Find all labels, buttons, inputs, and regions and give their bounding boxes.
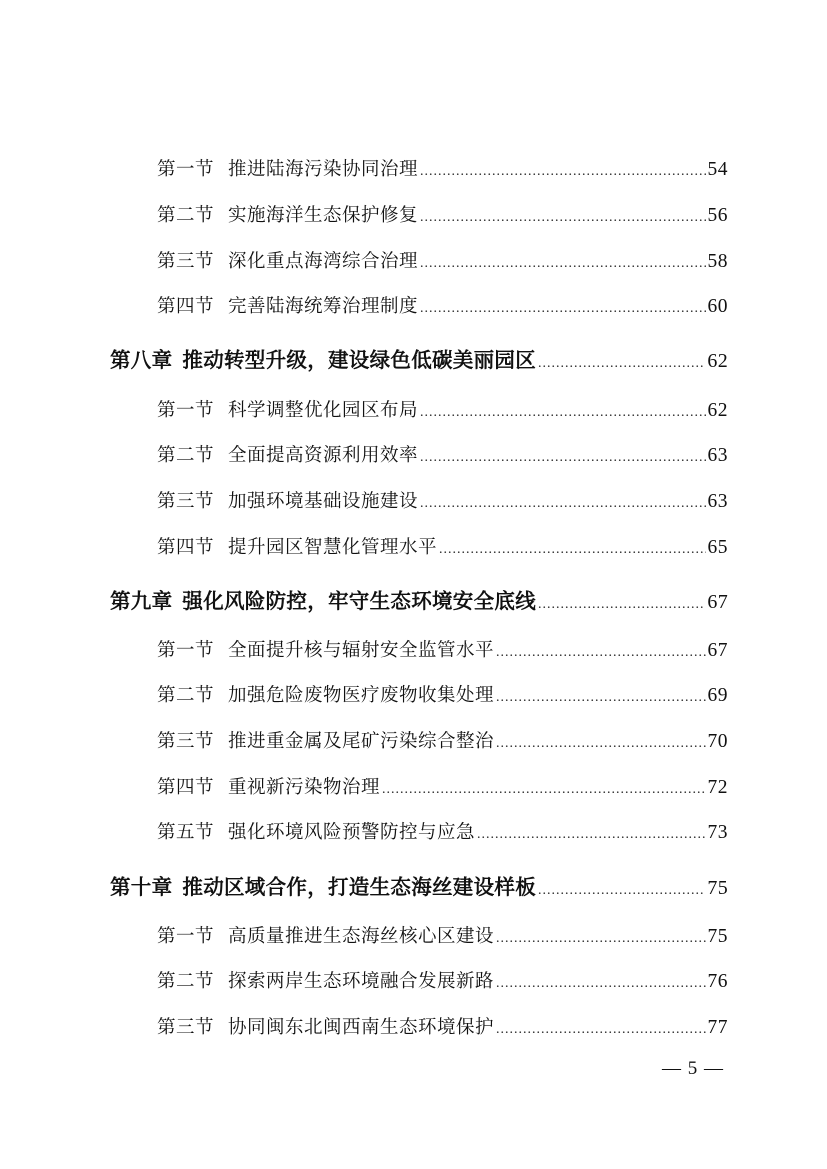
toc-entry-section[interactable] (157, 292, 728, 318)
toc-number: 第四节 (157, 537, 215, 558)
dot-leader (420, 210, 705, 226)
toc-entry-section[interactable] (157, 201, 728, 227)
dot-leader (420, 450, 705, 466)
toc-title: 深化重点海湾综合治理 (228, 251, 419, 272)
toc-title: 全面提高资源利用效率 (228, 445, 419, 466)
toc-title: 科学调整优化园区布局 (228, 400, 419, 421)
toc-number: 第一节 (157, 400, 215, 421)
toc-number: 第四节 (157, 296, 215, 317)
dot-leader (496, 736, 705, 752)
toc-entry-section[interactable] (157, 441, 728, 467)
toc-page-number: 70 (707, 731, 728, 752)
toc-entry-section[interactable] (157, 818, 728, 844)
toc-page-number: 62 (707, 400, 728, 421)
dot-leader (496, 1022, 705, 1038)
toc-entry-section[interactable] (157, 681, 728, 707)
toc-entry-section[interactable] (157, 396, 728, 422)
toc-number: 第九章 (110, 589, 173, 613)
page-footer-number: — 5 — (662, 1058, 724, 1079)
toc-entry-chapter[interactable] (110, 870, 728, 900)
toc-page-number: 75 (707, 926, 728, 947)
toc-entry-section[interactable] (157, 247, 728, 273)
toc-entry-section[interactable] (157, 727, 728, 753)
toc-page-number: 62 (707, 350, 728, 372)
toc-page-number: 77 (707, 1017, 728, 1038)
toc-title: 协同闽东北闽西南生态环境保护 (228, 1017, 495, 1038)
dot-leader (420, 496, 705, 512)
dot-leader (496, 931, 705, 947)
toc-title: 强化环境风险预警防控与应急 (228, 822, 476, 843)
toc-number: 第四节 (157, 777, 215, 798)
toc-entry-section[interactable] (157, 967, 728, 993)
dot-leader (420, 405, 705, 421)
toc-page-number: 56 (707, 205, 728, 226)
toc-entry-section[interactable] (157, 1013, 728, 1039)
toc-page-number: 67 (707, 640, 728, 661)
toc-number: 第二节 (157, 445, 215, 466)
dot-leader (420, 301, 705, 317)
toc-title: 实施海洋生态保护修复 (228, 205, 419, 226)
toc-title: 提升园区智慧化管理水平 (228, 537, 438, 558)
dot-leader (538, 883, 705, 899)
toc-page-number: 76 (707, 971, 728, 992)
toc-number: 第三节 (157, 251, 215, 272)
dot-leader (439, 542, 705, 558)
toc-page-number: 58 (707, 251, 728, 272)
toc-number: 第五节 (157, 822, 215, 843)
dot-leader (538, 597, 705, 613)
toc-page-number: 65 (707, 537, 728, 558)
dot-leader (538, 356, 705, 372)
toc-number: 第三节 (157, 731, 215, 752)
toc-number: 第一节 (157, 159, 215, 180)
toc-page-number: 75 (707, 877, 728, 899)
toc-number: 第十章 (110, 875, 173, 899)
dot-leader (382, 782, 705, 798)
toc-number: 第二节 (157, 685, 215, 706)
toc-page-number: 60 (707, 296, 728, 317)
toc-entry-section[interactable] (157, 773, 728, 799)
toc-entry-section[interactable] (157, 487, 728, 513)
dot-leader (496, 690, 705, 706)
toc-page-number: 63 (707, 491, 728, 512)
toc-page-number: 73 (707, 822, 728, 843)
toc-title: 推动区域合作，打造生态海丝建设样板 (182, 875, 537, 899)
toc-entry-section[interactable] (157, 155, 728, 181)
toc-page-number: 67 (707, 591, 728, 613)
toc-entry-chapter[interactable] (110, 343, 728, 373)
toc-entry-section[interactable] (157, 636, 728, 662)
toc-entry-section[interactable] (157, 922, 728, 948)
toc-number: 第二节 (157, 971, 215, 992)
dot-leader (420, 164, 705, 180)
dot-leader (496, 976, 705, 992)
toc-number: 第三节 (157, 491, 215, 512)
dot-leader (420, 256, 705, 272)
toc-title: 推动转型升级，建设绿色低碳美丽园区 (182, 348, 537, 372)
toc-title: 重视新污染物治理 (228, 777, 381, 798)
toc-number: 第一节 (157, 926, 215, 947)
toc-page-number: 69 (707, 685, 728, 706)
toc-title: 推进重金属及尾矿污染综合整治 (228, 731, 495, 752)
toc-title: 加强环境基础设施建设 (228, 491, 419, 512)
toc-entry-chapter[interactable] (110, 584, 728, 614)
toc-page-number: 54 (707, 159, 728, 180)
toc-title: 加强危险废物医疗废物收集处理 (228, 685, 495, 706)
dot-leader (477, 827, 705, 843)
toc-title: 全面提升核与辐射安全监管水平 (228, 640, 495, 661)
toc-number: 第二节 (157, 205, 215, 226)
toc-entry-section[interactable] (157, 533, 728, 559)
toc-number: 第一节 (157, 640, 215, 661)
dot-leader (496, 645, 705, 661)
toc-title: 高质量推进生态海丝核心区建设 (228, 926, 495, 947)
toc-title: 推进陆海污染协同治理 (228, 159, 419, 180)
toc-number: 第三节 (157, 1017, 215, 1038)
toc-page-number: 72 (707, 777, 728, 798)
toc-page-number: 63 (707, 445, 728, 466)
toc-title: 完善陆海统筹治理制度 (228, 296, 419, 317)
toc-title: 强化风险防控，牢守生态环境安全底线 (182, 589, 537, 613)
toc-title: 探索两岸生态环境融合发展新路 (228, 971, 495, 992)
toc-number: 第八章 (110, 348, 173, 372)
